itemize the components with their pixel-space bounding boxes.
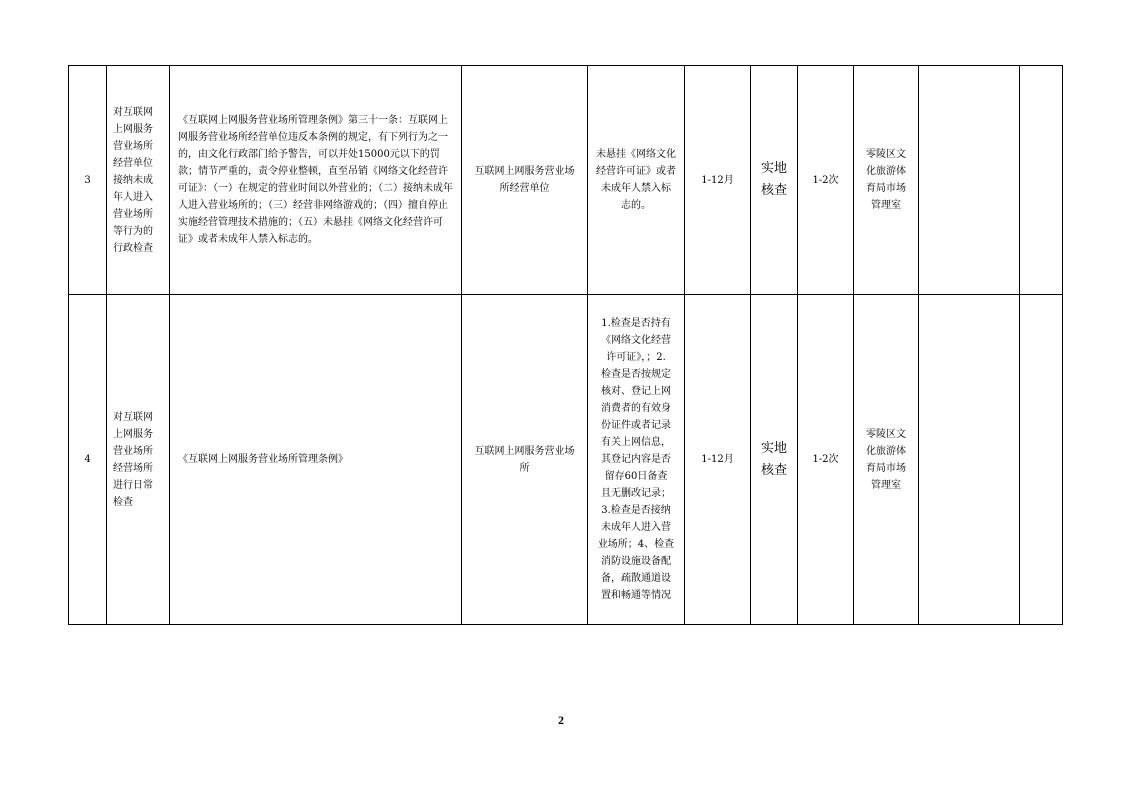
inspection-frequency: 1-2次 <box>798 295 854 625</box>
responsible-department: 零陵区文 化旅游体 育局市场 管理室 <box>854 295 919 625</box>
page-number: 2 <box>558 713 564 727</box>
inspection-method: 实地 核查 <box>751 295 798 625</box>
inspection-content: 未悬挂《网络文化 经营许可证》或者 未成年人禁入标 志的。 <box>588 66 685 295</box>
legal-basis: 《互联网上网服务营业场所管理条例》 <box>170 295 462 625</box>
inspection-table <box>68 65 1063 625</box>
empty-cell <box>919 295 1020 625</box>
row-number: 4 <box>69 295 107 625</box>
legal-basis: 《互联网上网服务营业场所管理条例》第三十一条：互联网上网服务营业场所经营单位违反本条例的规定，有下列行为之一的，由文化行政部门给予警告，可以并处15000元以下的罚款；情节严重的，责令停业整顿，直至吊销《网络文化经营许可证》：（一）在规定的营业时间以外营业的；（二）接纳未成年人进入营业场所的；（三）经营非网络游戏的；（四）擅自停止实施经营管理技术措施的；（五）未悬挂《网络文化经营许可证》或者未成年人禁入标志的。 <box>170 66 462 295</box>
table-row <box>69 295 1063 625</box>
table-row <box>69 66 1063 295</box>
inspection-item: 对互联网 上网服务 营业场所 经营单位 接纳未成 年人进入 营业场所 等行为的 行政检查 <box>107 66 170 295</box>
inspection-time: 1-12月 <box>685 66 751 295</box>
empty-cell <box>1020 295 1063 625</box>
empty-cell <box>1020 66 1063 295</box>
inspection-frequency: 1-2次 <box>798 66 854 295</box>
inspection-time: 1-12月 <box>685 295 751 625</box>
inspection-item: 对互联网 上网服务 营业场所 经营场所 进行日常 检查 <box>107 295 170 625</box>
empty-cell <box>919 66 1020 295</box>
inspection-content: 1.检查是否持有 《网络文化经营 许可证》，；2. 检查是否按规定 核对、登记上网 消费者的有效身 份证件或者记录 有关上网信息， 其登记内容是否 留存60日备查 且无删改记录； 3.检查是否接纳 未成年人进入营 业场所；4、检查 消防设施设备配 备，疏散通道设 置和畅通等情况 <box>588 295 685 625</box>
inspection-object: 互联网上网服务营业场 所 <box>462 295 588 625</box>
inspection-object: 互联网上网服务营业场 所经营单位 <box>462 66 588 295</box>
responsible-department: 零陵区文 化旅游体 育局市场 管理室 <box>854 66 919 295</box>
inspection-method: 实地 核查 <box>751 66 798 295</box>
row-number: 3 <box>69 66 107 295</box>
